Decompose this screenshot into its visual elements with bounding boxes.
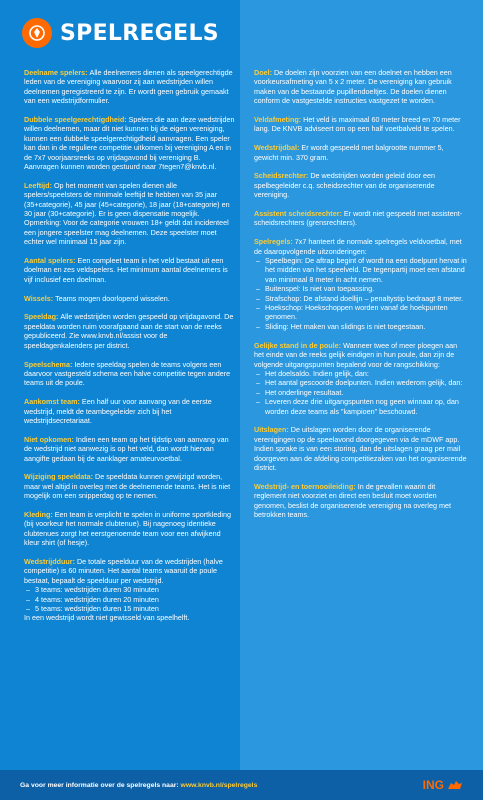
rule-deelname [24,68,236,106]
rule-text: De wedstrijden worden geleid door een spelbegeleider c.q. scheidsrechter van de organiserende vereniging. [254,171,435,200]
rule-assistent [254,209,468,228]
bullet-item: – 5 teams: wedstrijden duren 15 minuten [24,604,236,613]
rule-text: Het veld is maximaal 60 meter breed en 70 meter lang. De KNVB adviseert om op een half voetbalveld te spelen. [254,115,461,134]
rule-title: Assistent scheidsrechter: [254,209,342,219]
rule-text: Een team is verplicht te spelen in uniforme sportkleding (bij voorkeur het normale clubtenue). Bij nagenoeg identieke clubtenues zorgt het eerstgenoemde team voor een afwijkend kleur shirt (of hesje). [24,509,231,548]
rule-text: Een compleet team in het veld bestaat uit een doelman en zes veldspelers. Het minimum aantal deelnemers is vijf inclusief een doelman. [24,256,228,284]
rule-text: Er wordt niet gespeeld met assistent-scheidsrechters (grensrechters). [254,209,463,228]
left-column [24,68,236,632]
rule-title: Speelschema: [24,359,73,369]
bullet-item: – Strafschop: De afstand doellijn – penaltystip bedraagt 8 meter. [254,294,468,303]
rule-text: In de gevallen waarin dit reglement niet voorziet en direct een besluit moet worden genomen, beslist de organiserende vereniging na overleg met betrokken teams. [254,481,451,519]
rule-title: Aankomst team: [24,397,80,407]
rule-title: Speeldag: [24,312,59,322]
rule-title: Gelijke stand in de poule: [254,340,342,350]
rule-veld [254,115,468,134]
rule-bullets [24,585,236,613]
rule-text: De doelen zijn voorzien van een doelnet en hebben een voorkeursafmeting van 5 x 2 meter. De vereniging kan gebruik maken van de bestaande pupillendoeltjes. De doelen dienen conform de vastgestelde instructies vastgezet te worden. [254,68,452,106]
rule-toernooi [254,482,468,520]
sponsor-name: ING [422,778,444,792]
bullet-item: – Hoekschop: Hoekschoppen worden vanaf de hoekpunten genomen. [254,303,468,322]
bullet-item: – Sliding: Het maken van slidings is niet toegestaan. [254,322,468,331]
rule-text: Op het moment van spelen dienen alle spelers/speelsters de minimale leeftijd te hebben van 35 jaar (35+categorie), 45 jaar (45+categorie), 18 jaar (18+categorie) en 30 jaar (30+categorie). Er is geen dispensatie mogelijk. Opmerking: Voor de categorie vrouwen 18+ geldt dat incidenteel een jongere speelster mag deelnemen. Deze speelster moet echter wel minimaal 15 jaar zijn. [24,180,230,247]
header [22,18,219,48]
rule-duur [24,557,236,623]
rule-text: Teams mogen doorlopend wisselen. [55,293,170,303]
rule-leeftijd [24,181,236,247]
rule-title: Leeftijd: [24,180,52,190]
rule-wijziging [24,472,236,500]
rule-uitslagen [254,425,468,472]
rule-bal [254,143,468,162]
rule-title: Wedstrijdduur: [24,556,75,566]
rule-text: Indien een team op het tijdstip van aanvang van de wedstrijd niet aanwezig is op het veld, dan wordt hiervan aangifte gedaan bij de aanklager amateurvoetbal. [24,434,229,463]
rule-spelregels [254,237,468,331]
rule-bullets [254,256,468,331]
footer [0,770,483,800]
rule-title: Wijziging speeldata: [24,472,94,482]
rule-title: Niet opkomen: [24,434,74,444]
rule-text: 7x7 hanteert de normale spelregels veldvoetbal, met de daaropvolgende uitzonderingen: [254,237,462,256]
rule-text: De speeldata kunnen gewijzigd worden, maar wel altijd in overleg met de deelnemende teams. Het is niet mogelijk om een snipperdag op te nemen. [24,472,231,501]
rule-title: Spelregels: [254,237,293,247]
rule-opkomen [24,435,236,463]
rule-title: Wedstrijd- en toernooileiding: [254,481,356,491]
right-column [254,68,468,529]
knvb-logo-icon [22,18,52,48]
rule-aantal [24,256,236,284]
bullet-item: – Het doelsaldo. Indien gelijk, dan: [254,369,468,378]
rule-title: Scheidsrechter: [254,171,309,181]
bullet-item: – 4 teams: wedstrijden duren 20 minuten [24,595,236,604]
bullet-item: – Het onderlinge resultaat. [254,388,468,397]
rule-text: De totale speelduur van de wedstrijden (halve competitie) is 60 minuten. Het aantal teams waaruit de poule bestaat, bepaalt de speelduur per wedstrijd. [24,556,223,585]
rule-bullets [254,369,468,416]
rule-title: Kleding: [24,509,53,519]
rule-title: Aantal spelers: [24,256,76,266]
rule-title: Veldafmeting: [254,115,302,125]
rule-speelschema [24,360,236,388]
footer-link[interactable]: www.knvb.nl/spelregels [180,781,258,789]
rule-title: Dubbele speelgerechtigdheid: [24,115,127,125]
rule-text: Iedere speeldag spelen de teams volgens een daarvoor vastgesteld schema een halve competitie tegen andere teams uit de poule. [24,359,231,388]
rule-title: Wedstrijdbal: [254,143,300,153]
rule-aankomst [24,397,236,425]
bullet-item: – Buitenspel: Is niet van toepassing. [254,284,468,293]
sponsor-logo [423,778,463,792]
page-title: SPELREGELS [60,20,219,46]
rule-text: Alle wedstrijden worden gespeeld op vrijdagavond. De speeldata worden ruim voorafgaand aan de start van de reeks gepubliceerd. Zie www.knvb.nl/assist voor de speeldagenkalenders per district. [24,312,234,350]
rule-text: Wanneer twee of meer ploegen aan het einde van de reeks gelijk eindigen in hun poule, dan zijn de volgende uitgangspunten bepalend voor de rangschikking: [254,340,458,369]
rule-gelijk [254,341,468,416]
footer-text: Ga voor meer informatie over de spelregels naar: [20,781,179,789]
rule-text: De uitslagen worden door de organiserende verenigingen op de speelavond doorgegeven via de mDWF app. Indien sprake is van een storing, dan de uitslagen graag per mail doorgeven aan de afdeling competitiezaken van het organiserende district. [254,425,467,472]
bullet-item: – 3 teams: wedstrijden duren 30 minuten [24,585,236,594]
rule-note: In een wedstrijd wordt niet gewisseld van speelhelft. [24,613,190,623]
bullet-item: – Het aantal gescoorde doelpunten. Indien wederom gelijk, dan: [254,378,468,387]
rule-doel [254,68,468,106]
rule-title: Uitslagen: [254,425,289,435]
rule-speeldag [24,312,236,350]
bullet-item: – Speelbegin: De aftrap begint of wordt na een doelpunt hervat in het midden van het speelveld. De tegenpartij moet een afstand van minimaal 8 meter in acht nemen. [254,256,468,284]
footer-info [20,782,423,789]
rule-kleding [24,510,236,548]
rule-text: Spelers die aan deze wedstrijden willen deelnemen, maar dit niet kunnen bij de eigen vereniging, kunnen een dubbele speelgerechtigdheid aanvragen. Een speler kan dan in de reguliere competitie uitkomen bij vereniging A en in de 7x7 voorjaarsreeks op vrijdagavond bij vereniging B. Aanvragen kunnen worden gestuurd naar 7tegen7@knvb.nl. [24,115,235,172]
rule-text: Alle deelnemers dienen als speelgerechtigde leden van de vereniging waarvoor zij aan wedstrijden willen deelnemen geregistreerd te zijn. Er wordt geen gebruik gemaakt van een wedstrijdformulier. [24,68,233,106]
rule-scheids [254,171,468,199]
rule-title: Wissels: [24,293,54,303]
rule-title: Doel: [254,68,272,77]
rule-text: Er wordt gespeeld met balgrootte nummer 5, gewicht min. 370 gram. [254,143,444,162]
rule-text: Een half uur voor aanvang van de eerste wedstrijd, meldt de teambegeleider zich bij het wedstrijdsecretariaat. [24,397,212,425]
ing-lion-icon [447,779,463,791]
rule-wissels [24,294,236,303]
rule-dubbele [24,115,236,171]
rule-title: Deelname spelers: [24,68,88,77]
bullet-item: – Leveren deze drie uitgangspunten nog geen winnaar op, dan worden deze teams als "kampioen" beschouwd. [254,397,468,416]
